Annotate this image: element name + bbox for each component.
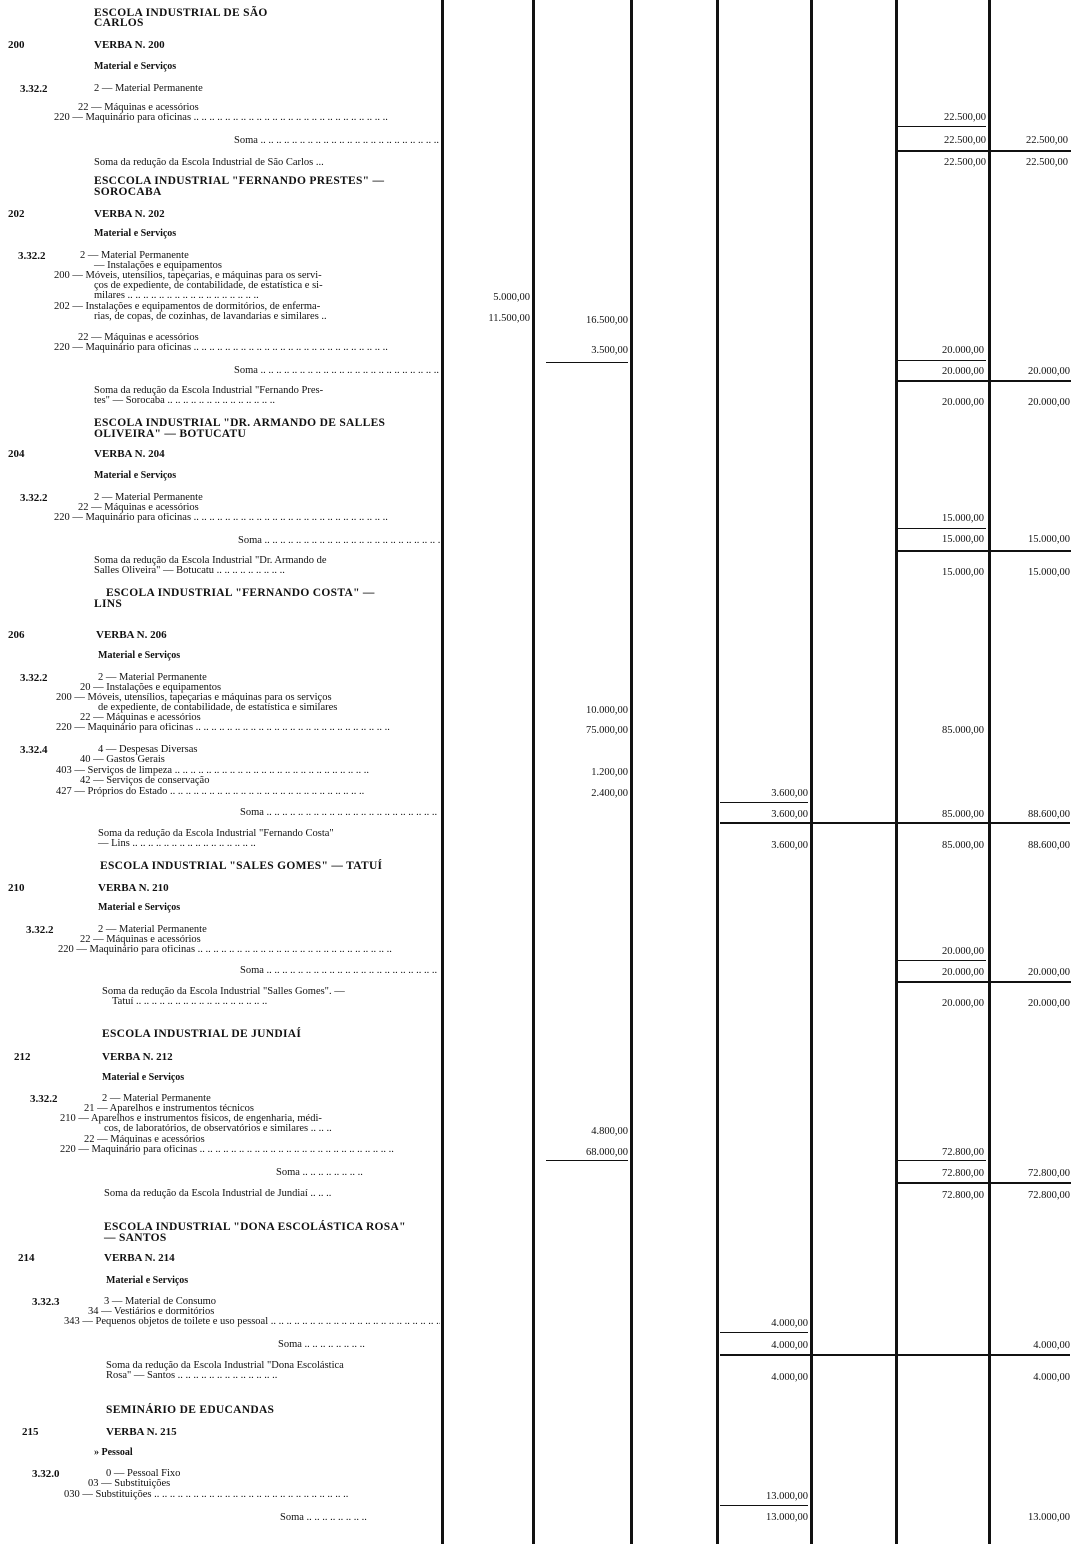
rule [896,126,986,127]
row-text: 220 — Maquinário para oficinas .. .. [60,1145,440,1156]
row-text: 22 — Máquinas e acessórios [80,712,201,723]
row-text: 3.32.2 [20,492,48,504]
amount: 85.000,00 [942,840,984,851]
amount: 1.200,00 [591,767,628,778]
row-text: Soma da redução da Escola Industrial de Jundiaí .. .. .. [104,1188,332,1199]
row-text: » Pessoal [94,1447,133,1458]
row-text: 403 — Serviços de limpeza .. .. [56,766,440,777]
row-text: CARLOS [94,17,144,29]
row-text: 220 — Maquinário para oficinas .. .. [58,945,440,956]
row-text: VERBA N. 215 [106,1426,177,1438]
row-text: Material e Serviços [98,902,181,913]
row-text: VERBA N. 214 [104,1252,175,1264]
row-text: 220 — Maquinário para oficinas .. .. [54,113,440,124]
row-text: LINS [94,598,123,610]
row-text: Rosa" — Santos .. .. .. .. .. .. .. .. .. .. .. .. .. [106,1370,278,1381]
row-text: 40 — Gastos Gerais [80,754,165,765]
amount: 68.000,00 [586,1147,628,1158]
row-text: Soma da redução da Escola Industrial "Dr. Armando de [94,555,327,566]
row-text: 2 — Material Permanente [94,83,203,94]
row-text: ESCCOLA INDUSTRIAL "FERNANDO PRESTES" — [94,175,385,187]
row-text: de expediente, de contabilidade, de estatística e similares [98,702,338,713]
rule [896,1182,1071,1184]
amount: 3.500,00 [591,345,628,356]
row-text: 21 — Aparelhos e instrumentos técnicos [84,1103,255,1114]
rule [896,981,1071,983]
row-text: ESCOLA INDUSTRIAL DE JUNDIAÍ [102,1028,302,1040]
row-text: 212 [14,1051,31,1063]
amount: 20.000,00 [1028,366,1070,377]
row-text: 03 — Substituições [88,1478,171,1489]
rule [896,380,1071,382]
amount: 15.000,00 [942,534,984,545]
row-text: 215 [22,1426,39,1438]
amount: 88.600,00 [1028,809,1070,820]
amount: 22.500,00 [944,157,986,168]
rule [720,1332,808,1333]
amount: 20.000,00 [942,397,984,408]
rule [720,1505,808,1506]
amount: 75.000,00 [586,725,628,736]
amount: 85.000,00 [942,809,984,820]
row-text: ESCOLA INDUSTRIAL "DR. ARMANDO DE SALLES [94,417,386,429]
amount: 20.000,00 [942,345,984,356]
amount: 3.600,00 [771,840,808,851]
amount: 4.000,00 [771,1372,808,1383]
amount: 4.000,00 [771,1340,808,1351]
row-text: 200 [8,39,25,51]
row-text: 202 [8,208,25,220]
row-text: Salles Oliveira" — Botucatu .. .. .. .. .. .. .. .. .. [94,565,285,576]
rule [720,822,1070,824]
amount: 10.000,00 [586,705,628,716]
row-text: — SANTOS [104,1232,167,1244]
rule [720,1354,1070,1356]
row-text: — Instalações e equipamentos [94,260,222,271]
row-text: SEMINÁRIO DE EDUCANDAS [106,1404,275,1416]
row-text: 22 — Máquinas e acessórios [78,102,199,113]
amount: 20.000,00 [1028,998,1070,1009]
rule [546,362,628,363]
row-text: Material e Serviços [98,650,181,661]
amount: 85.000,00 [942,725,984,736]
rule [896,528,986,529]
amount: 72.800,00 [942,1147,984,1158]
row-text: 3.32.2 [26,924,54,936]
amount: 15.000,00 [1028,567,1070,578]
row-text: Soma .. .. [240,966,440,977]
amount: 15.000,00 [942,513,984,524]
row-text: Material e Serviços [94,470,177,481]
row-text: Soma da redução da Escola Industrial de São Carlos ... [94,157,324,168]
row-text: 4 — Despesas Diversas [98,744,198,755]
amount: 20.000,00 [942,967,984,978]
row-text: 3.32.2 [30,1093,58,1105]
amount: 72.800,00 [942,1168,984,1179]
amount: 20.000,00 [1028,967,1070,978]
amount: 5.000,00 [493,292,530,303]
row-text: Soma da redução da Escola Industrial "Fernando Pres- [94,385,324,396]
row-text: SOROCABA [94,186,162,198]
row-text: VERBA N. 202 [94,208,165,220]
rule [896,550,1071,552]
amount: 13.000,00 [1028,1512,1070,1523]
amount: 72.800,00 [942,1190,984,1201]
row-text: VERBA N. 200 [94,39,165,51]
row-text: 204 [8,448,25,460]
row-text: 22 — Máquinas e acessórios [80,934,201,945]
row-text: 22 — Máquinas e acessórios [78,332,199,343]
amount: 72.800,00 [1028,1168,1070,1179]
row-text: Soma da redução da Escola Industrial "Salles Gomes". — [102,986,345,997]
amount: 20.000,00 [1028,397,1070,408]
row-text: 3.32.3 [32,1296,60,1308]
row-text: 220 — Maquinário para oficinas .. .. [56,723,440,734]
row-text: ESCOLA INDUSTRIAL "SALES GOMES" — TATUÍ [100,860,383,872]
row-text: 3 — Material de Consumo [104,1296,216,1307]
row-text: Soma .. .. [234,136,440,147]
column-rule-1 [441,0,444,1544]
amount: 3.600,00 [771,809,808,820]
row-text: ESCOLA INDUSTRIAL "DONA ESCOLÁSTICA ROSA" [104,1221,406,1233]
column-rule-6 [895,0,898,1544]
rule [896,1160,986,1161]
row-text: OLIVEIRA" — BOTUCATU [94,428,247,440]
row-text: Soma .. .. [238,536,440,547]
row-text: VERBA N. 204 [94,448,165,460]
row-text: 200 — Móveis, utensílios, tapeçarias e máquinas para os serviços [56,692,332,703]
row-text: 22 — Máquinas e acessórios [84,1134,205,1145]
amount: 15.000,00 [942,567,984,578]
row-text: rias, de copas, de cozinhas, de lavandarias e similares .. [94,311,327,322]
amount: 4.000,00 [1033,1340,1070,1351]
row-text: 3.32.2 [20,672,48,684]
amount: 16.500,00 [586,315,628,326]
row-text: Soma .. .. [240,808,440,819]
amount: 72.800,00 [1028,1190,1070,1201]
row-text: 202 — Instalações e equipamentos de dormitórios, de enferma- [54,301,321,312]
row-text: 0 — Pessoal Fixo [106,1468,181,1479]
row-text: Material e Serviços [102,1072,185,1083]
row-text: 220 — Maquinário para oficinas .. .. [54,343,440,354]
row-text: Soma da redução da Escola Industrial "Fernando Costa" [98,828,334,839]
amount: 20.000,00 [942,946,984,957]
row-text: 20 — Instalações e equipamentos [80,682,222,693]
row-text: Material e Serviços [106,1275,189,1286]
row-text: — Lins .. .. .. .. .. .. .. .. .. .. .. .. .. .. .. .. [98,838,256,849]
row-text: 3.32.2 [18,250,46,262]
row-text: 3.32.0 [32,1468,60,1480]
row-text: 206 [8,629,25,641]
amount: 11.500,00 [488,313,530,324]
amount: 22.500,00 [1026,157,1068,168]
row-text: 2 — Material Permanente [98,924,207,935]
row-text: cos, de laboratórios, de observatórios e similares .. .. .. [104,1123,332,1134]
amount: 3.600,00 [771,788,808,799]
amount: 15.000,00 [1028,534,1070,545]
row-text: Material e Serviços [94,228,177,239]
row-text: milares .. .. .. .. .. .. .. .. .. .. .. .. .. .. .. .. .. [94,290,259,301]
row-text: VERBA N. 210 [98,882,169,894]
row-text: Tatuí .. .. .. .. .. .. .. .. .. .. .. .. .. .. .. .. .. [112,996,268,1007]
row-text: 343 — Pequenos objetos de toilete e uso pessoal .. .. [64,1317,440,1328]
amount: 4.000,00 [1033,1372,1070,1383]
row-text: 214 [18,1252,35,1264]
amount: 20.000,00 [942,998,984,1009]
rule [720,802,808,803]
row-text: 210 [8,882,25,894]
column-rule-7 [988,0,991,1544]
row-text: 42 — Serviços de conservação [80,775,210,786]
amount: 88.600,00 [1028,840,1070,851]
row-text: Soma .. .. [234,366,440,377]
rule [896,960,986,961]
row-text: 2 — Material Permanente [98,672,207,683]
amount: 22.500,00 [1026,135,1068,146]
row-text: 220 — Maquinário para oficinas .. .. [54,513,440,524]
amount: 22.500,00 [944,112,986,123]
row-text: Soma da redução da Escola Industrial "Dona Escolástica [106,1360,344,1371]
row-text: 030 — Substituições .. .. [64,1490,440,1501]
column-rule-4 [716,0,719,1544]
row-text: Soma .. .. .. .. .. .. .. .. [278,1339,365,1350]
row-text: 427 — Próprios do Estado .. .. [56,787,440,798]
row-text: 2 — Material Permanente [102,1093,211,1104]
rule [896,360,986,361]
row-text: 22 — Máquinas e acessórios [78,502,199,513]
row-text: 200 — Móveis, utensílios, tapeçarias, e máquinas para os servi- [54,270,322,281]
amount: 13.000,00 [766,1512,808,1523]
column-rule-3 [630,0,633,1544]
amount: 4.000,00 [771,1318,808,1329]
row-text: 3.32.2 [20,83,48,95]
amount: 2.400,00 [591,788,628,799]
rule [896,150,1071,152]
row-text: ESCOLA INDUSTRIAL "FERNANDO COSTA" — [106,587,375,599]
column-rule-5 [810,0,813,1544]
row-text: VERBA N. 212 [102,1051,173,1063]
row-text: Soma .. .. .. .. .. .. .. .. [280,1512,367,1523]
row-text: 2 — Material Permanente [80,250,189,261]
column-rule-2 [532,0,535,1544]
row-text: 3.32.4 [20,744,48,756]
amount: 20.000,00 [942,366,984,377]
amount: 4.800,00 [591,1126,628,1137]
amount: 13.000,00 [766,1491,808,1502]
row-text: ços de expediente, de contabilidade, de estatística e si- [94,280,323,291]
row-text: Soma .. .. .. .. .. .. .. .. [276,1167,363,1178]
amount: 22.500,00 [944,135,986,146]
row-text: ESCOLA INDUSTRIAL DE SÃO [94,7,268,19]
row-text: tes" — Sorocaba .. .. .. .. .. .. .. .. .. .. .. .. .. .. [94,395,276,406]
row-text: Material e Serviços [94,61,177,72]
rule [546,1160,628,1161]
row-text: 2 — Material Permanente [94,492,203,503]
row-text: 210 — Aparelhos e instrumentos físicos, de engenharia, médi- [60,1113,322,1124]
row-text: 34 — Vestiários e dormitórios [88,1306,215,1317]
row-text: VERBA N. 206 [96,629,167,641]
